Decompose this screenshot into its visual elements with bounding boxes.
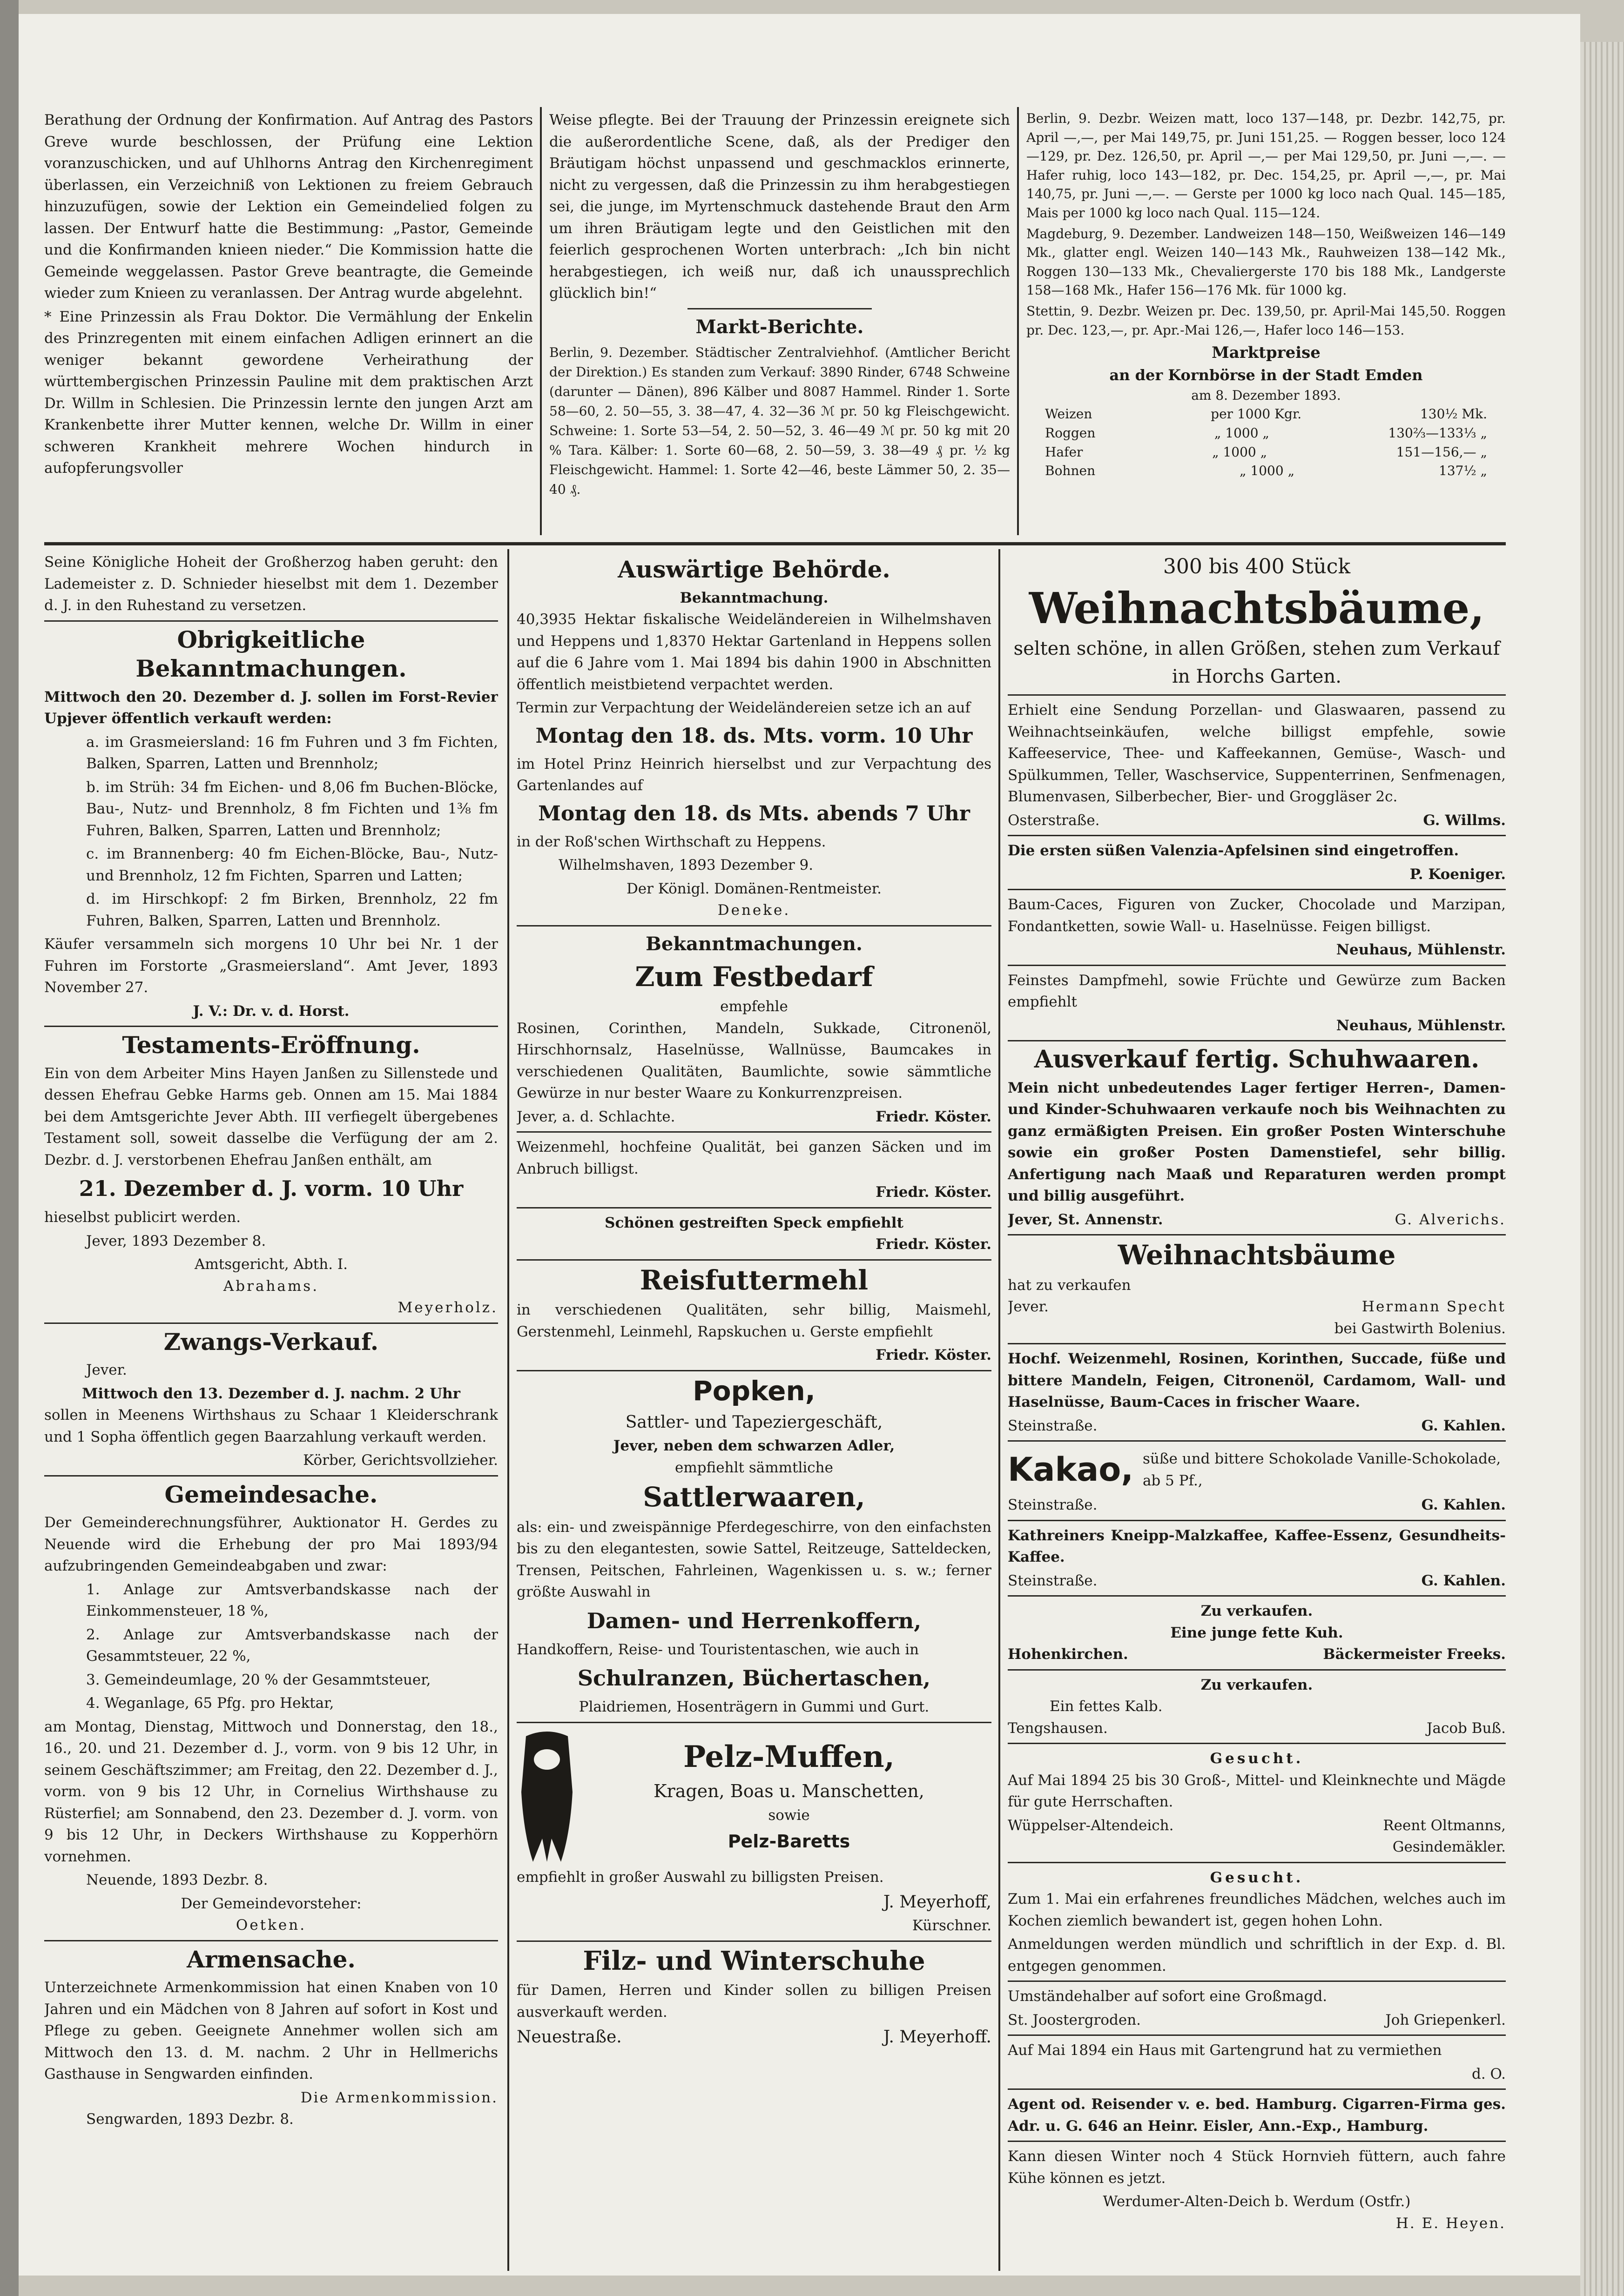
popken-title: Popken, <box>693 1375 815 1407</box>
divider <box>1008 694 1506 696</box>
zwang-date: Mittwoch den 13. Dezember d. J. nachm. 2 Uhr <box>82 1385 460 1402</box>
gemeinde-name: Oetken. <box>236 1917 307 1933</box>
column-rule <box>507 549 509 2271</box>
pelz-baretts: Pelz-Baretts <box>728 1831 850 1852</box>
speck-name: Friedr. Köster. <box>876 1236 991 1253</box>
obrig-item: c. im Brannenberg: 40 fm Eichen-Blöcke, Bau-, Nutz- und Brennholz, 12 fm Fichten, Sparren und Latten; <box>86 846 498 884</box>
kakao-footer: Steinstraße. G. Kahlen. <box>1008 1497 1506 1514</box>
popken-sub: Sattler- und Tapeziergeschäft, <box>625 1413 883 1432</box>
reisfutter-body: in verschiedenen Qualitäten, sehr billig, Maismehl, Gerstenmehl, Leinmehl, Rapskuchen u. Gerste empfiehlt <box>517 1302 991 1340</box>
festbedarf-title: Zum Festbedarf <box>635 960 873 993</box>
pelz-sub: Kragen, Boas u. Manschetten, <box>654 1781 924 1802</box>
filz-title: Filz- und Winterschuhe <box>583 1945 925 1976</box>
kuh-body: Eine junge fette Kuh. <box>1170 1624 1343 1641</box>
sattlerwaaren-body: als: ein- und zweispännige Pferdegeschirre, von den einfachsten bis zu den elegantesten, sowie Sattel, Reitzeuge, Satteldecken, Trensen, Peitschen, Fahrleinen, Wagenkissen u. s. w.; ferner größte Auswahl in <box>517 1518 991 1601</box>
markt-stettin: Stettin, 9. Dezbr. Weizen pr. Dec. 139,50, pr. April-Mai 145,50. Roggen pr. Dec. 123,—, pr. Apr.-Mai 126,—, Hafer loco 146—153. <box>1026 303 1506 338</box>
markt-berlin: Berlin, 9. Dezember. Städtischer Zentralviehhof. (Amtlicher Bericht der Direktion.) Es standen zum Verkauf: 3890 Rinder, 6748 Schweine (darunter — Dänen), 896 Kälber und 8087 Hammel. Rinder 1. Sorte 58—60, 2. 50—55, 3. 38—47, 4. 32—36 ℳ pr. 50 kg Fleischgewicht. Schweine: 1. Sorte 53—54, 2. 50—52, 3. 46—49 ℳ pr. 50 kg mit 20 % Tara. Kälber: 1. Sorte 60—68, 2. 50—59, 3. 38—49 ₰ pr. ½ kg Fleischgewicht. Hammel: 1. Sorte 42—46, beste Lämmer 50, 2. 35—40 ₰. <box>549 344 1010 497</box>
divider <box>1008 2141 1506 2142</box>
ausw-body2: Termin zur Verpachtung der Weideländereien setze ich an auf <box>517 699 970 716</box>
gemeinde-heading: Gemeindesache. <box>164 1480 378 1508</box>
ausw-place: Wilhelmshaven, 1893 Dezember 9. <box>559 857 814 873</box>
kathreiner-body: Kathreiners Kneipp-Malzkaffee, Kaffee-Essenz, Gesundheits-Kaffee. <box>1008 1527 1506 1566</box>
top-column-1 <box>44 109 533 514</box>
gesucht-2-body2: Anmeldungen werden mündlich und schriftlich in der Exp. d. Bl. entgegen genommen. <box>1008 1936 1506 1974</box>
divider <box>1008 1440 1506 1442</box>
sattlerwaaren-title: Sattlerwaaren, <box>643 1481 865 1513</box>
kalb-body: Ein fettes Kalb. <box>1050 1698 1163 1715</box>
testament-body2: hieselbst publicirt werden. <box>44 1209 241 1226</box>
middle-column <box>517 551 991 2269</box>
grossmagd-footer: St. Joostergroden. Joh Griepenkerl. <box>1008 2011 1506 2028</box>
kathreiner-footer: Steinstraße. G. Kahlen. <box>1008 1572 1506 1589</box>
zwang-signature: Körber, Gerichtsvollzieher. <box>303 1452 498 1469</box>
divider <box>44 1940 498 1941</box>
divider <box>517 925 991 926</box>
divider <box>517 1259 991 1261</box>
right-column <box>1008 551 1506 2269</box>
ausw-name: Deneke. <box>717 902 791 919</box>
divider <box>517 1940 991 1942</box>
hochf-body: Hochf. Weizenmehl, Rosinen, Korinthen, Succade, füße und bittere Mandeln, Feigen, Citronenöl, Cardamom, Wall- und Haselnüsse, Baum-Caces in frischer Waare. <box>1008 1350 1506 1411</box>
divider <box>44 1026 498 1027</box>
verkaufen-heading: Zu verkaufen. <box>1200 1603 1313 1620</box>
zwang-place: Jever. <box>86 1362 127 1378</box>
divider <box>687 308 872 309</box>
divider <box>1008 1743 1506 1744</box>
baumcaces-name: Neuhaus, Mühlenstr. <box>1336 941 1506 959</box>
haus-body: Auf Mai 1894 ein Haus mit Gartengrund hat zu vermiethen <box>1008 2042 1442 2059</box>
wb2-title: Weihnachtsbäume <box>1118 1239 1396 1271</box>
column-rule <box>540 107 542 535</box>
markt-berlin-getreide: Berlin, 9. Dezbr. Weizen matt, loco 137—148, pr. Dezbr. 142,75, pr. April —,—, per Mai 149,75, pr. Juni 151,25. — Roggen besser, loco 124—129, pr. Dez. 126,50, pr. April —,— per Mai 129,50, pr. Juni —,—. — Hafer ruhig, loco 143—182, pr. Dec. 154,25, pr. April —,—, pr. Mai 140,75, pr. Juni —,—. — Gerste per 1000 kg loco nach Qual. 145—185, Mais per 1000 kg loco nach Qual. 115—124. <box>1026 111 1506 221</box>
table-row: Bohnen „ 1000 „ 137½ „ <box>1045 463 1487 479</box>
markt-magdeburg: Magdeburg, 9. Dezember. Landweizen 148—150, Weißweizen 146—149 Mk., glatter engl. Weizen 140—143 Mk., Rauhweizen 138—142 Mk., Roggen 130—133 Mk., Chevaliergerste 170 bis 188 Mk., Landgerste 158—168 Mk., Hafer 156—176 Mk. für 1000 kg. <box>1026 226 1506 298</box>
kornboerse-date: am 8. Dezember 1893. <box>1191 387 1341 403</box>
kornboerse-table <box>1026 405 1506 480</box>
divider <box>1008 1343 1506 1344</box>
gemeinde-item: 3. Gemeindeumlage, 20 % der Gesammtsteuer, <box>86 1671 431 1688</box>
bekannt-heading: Bekanntmachungen. <box>646 933 863 955</box>
popken-address: Jever, neben dem schwarzen Adler, <box>613 1437 895 1455</box>
obrig-item: b. im Strüh: 34 fm Eichen- und 8,06 fm Buchen-Blöcke, Bau-, Nutz- und Brennholz, 8 fm Fichten und 1⅜ fm Fuhren, Balken, Sparren, Latten und Brennholz; <box>86 779 498 839</box>
divider <box>1008 2034 1506 2036</box>
divider <box>517 1722 991 1723</box>
schuh-footer: Jever, St. Annenstr. G. Alverichs. <box>1008 1211 1506 1228</box>
wb2-sub: hat zu verkaufen <box>1008 1276 1131 1294</box>
zwang-body: sollen in Meenens Wirthshaus zu Schaar 1 Kleiderschrank und 1 Sopha öffentlich gegen Baarzahlung verkauft werden. <box>44 1407 498 1445</box>
zwang-heading: Zwangs-Verkauf. <box>163 1328 379 1356</box>
ausw-mid: im Hotel Prinz Heinrich hierselbst und zur Verpachtung des Gartenlandes auf <box>517 755 991 794</box>
page-shadow-left <box>0 0 19 2296</box>
koffer-body: Handkoffern, Reise- und Touristentaschen, wie auch in <box>517 1641 919 1658</box>
filz-footer: Neuestraße. J. Meyerhoff. <box>517 2027 991 2047</box>
testament-body: Ein von dem Arbeiter Mins Hayen Janßen zu Sillenstede und dessen Ehefrau Gebke Harms geb. Onnen am 15. Mai 1884 bei dem Amtsgerichte Jever Abth. III verfiegelt übergebenes Testament soll, soweit dasselbe die Verfügung der am 2. Dezbr. d. J. verstorbenen Ehefrau Janßen enthält, am <box>44 1065 498 1168</box>
gemeinde-item: 2. Anlage zur Amtsverbandskasse nach der Gesammtsteuer, 22 %, <box>86 1626 498 1665</box>
testament-court: Amtsgericht, Abth. I. <box>194 1256 348 1273</box>
top-column-3 <box>1026 109 1506 519</box>
gesucht-1-footer: Wüppelser-Altendeich. Reent Oltmanns, <box>1008 1817 1506 1834</box>
porzellan-body: Erhielt eine Sendung Porzellan- und Glaswaaren, passend zu Weihnachtseinkäufen, welche billigst empfehle, sowie Kaffeeservice, Thee- und Kaffeekannen, Gemüse-, Wasch- und Spülkummen, Teller, Waschservice, Suppenterrinen, Senfmenagen, Blumenvasen, Silberbecher, Bier- und Groggläser 2c. <box>1008 702 1506 806</box>
weizenmehl-body: Weizenmehl, hochfeine Qualität, bei ganzen Säcken und im Anbruch billigst. <box>517 1139 991 1177</box>
top-article-prinzessin: * Eine Prinzessin als Frau Doktor. Die Vermählung der Enkelin des Prinzregenten mit einem einfachen Adligen erinnert an die weniger bekannt gewordene Verheirathung der württembergischen Prinzessin Pauline mit dem praktischen Arzt Dr. Willm in Schlesien. Die Prinzessin lernte den jungen Arzt am Krankenbette ihrer Mutter kennen, welche Dr. Willm in einer schweren Krankheit mehrere Wochen hindurch in aufopferungsvoller <box>44 308 533 477</box>
intro-notice: Seine Königliche Hoheit der Großherzog haben geruht: den Lademeister z. D. Schnieder hieselbst mit dem 1. Dezember d. J. in den Ruhestand zu versetzen. <box>44 554 498 614</box>
divider <box>1008 1520 1506 1521</box>
divider <box>44 1323 498 1324</box>
armen-heading: Armensache. <box>187 1945 356 1973</box>
pelz-sowie: sowie <box>768 1807 810 1824</box>
armen-body: Unterzeichnete Armenkommission hat einen Knaben von 10 Jahren und ein Mädchen von 8 Jahren auf sofort in Kost und Pflege zu geben. Geeignete Annehmer wollen sich am Mittwoch den 13. d. M. nachm. 2 Uhr in Hellmerichs Gasthause in Sengwarden einfinden. <box>44 1979 498 2082</box>
divider <box>1008 2088 1506 2090</box>
pelz-role: Kürschner. <box>912 1917 991 1934</box>
pelz-ad <box>517 1727 991 1866</box>
testament-name: Abrahams. <box>223 1277 319 1295</box>
table-row: Hafer „ 1000 „ 151—156,— „ <box>1045 444 1487 460</box>
dampfmehl-name: Neuhaus, Mühlenstr. <box>1336 1017 1506 1034</box>
divider <box>44 620 498 622</box>
baumcaces-body: Baum-Caces, Figuren von Zucker, Chocolade und Marzipan, Fondantketten, sowie Wall- u. Haselnüsse. Feigen billigst. <box>1008 896 1506 935</box>
ausw-body: 40,3935 Hektar fiskalische Weideländereien in Wilhelmshaven und Heppens und 1,8370 Hektar Gartenland in Heppens sollen auf die 6 Jahre vom 1. Mai 1894 bis dahin 1900 in Abschnitten öffentlich meistbietend verpachtet werden. <box>517 611 991 693</box>
kakao-body: süße und bittere Schokolade Vanille-Schokolade, ab 5 Pf., <box>1142 1450 1501 1489</box>
wb2-at: bei Gastwirth Bolenius. <box>1334 1320 1506 1337</box>
obrig-item: d. im Hirschkopf: 2 fm Birken, Brennholz, 22 fm Fuhren, Balken, Sparren, Latten und Brennholz. <box>86 891 498 929</box>
column-rule <box>998 549 1000 2271</box>
armen-place: Sengwarden, 1893 Dezbr. 8. <box>86 2111 294 2128</box>
fur-muff-illustration-icon <box>517 1727 577 1866</box>
testament-place: Jever, 1893 Dezember 8. <box>86 1232 266 1249</box>
haus-signature: d. O. <box>1471 2065 1506 2082</box>
pelz-title: Pelz-Muffen, <box>683 1739 895 1775</box>
divider <box>1008 889 1506 890</box>
divider <box>1008 965 1506 966</box>
porzellan-footer: Osterstraße. G. Willms. <box>1008 812 1506 829</box>
hochf-footer: Steinstraße. G. Kahlen. <box>1008 1417 1506 1434</box>
schuh-title: Ausverkauf fertig. Schuhwaaren. <box>1034 1045 1480 1074</box>
festbedarf-footer: Jever, a. d. Schlachte. Friedr. Köster. <box>517 1108 991 1125</box>
obrig-body: Mittwoch den 20. Dezember d. J. sollen im Forst-Revier Upjever öffentlich verkauft werden: <box>44 688 498 727</box>
divider <box>1008 1234 1506 1235</box>
obrig-heading: Obrigkeitliche Bekanntmachungen. <box>135 625 407 682</box>
column-rule <box>1017 107 1019 535</box>
pelz-ad-text <box>586 1737 991 1856</box>
wb-sub: selten schöne, in allen Größen, stehen zum Verkauf in Horchs Garten. <box>1013 638 1500 688</box>
apfelsinen-name: P. Koeniger. <box>1409 866 1506 883</box>
divider <box>1008 1980 1506 1982</box>
gesucht-1-body: Auf Mai 1894 25 bis 30 Groß-, Mittel- und Kleinknechte und Mägde für gute Herrschaften. <box>1008 1772 1506 1811</box>
armen-signature: Die Armenkommission. <box>300 2089 498 2106</box>
koffer-title: Damen- und Herrenkoffern, <box>586 1608 922 1633</box>
testament-name-2: Meyerholz. <box>398 1299 498 1316</box>
testament-heading: Testaments-Eröffnung. <box>122 1031 420 1059</box>
divider <box>44 1475 498 1477</box>
gesucht-1-role: Gesindemäkler. <box>1392 1839 1506 1856</box>
testament-date: 21. Dezember d. J. vorm. 10 Uhr <box>79 1176 464 1201</box>
section-rule <box>44 542 1506 545</box>
gemeinde-item: 4. Weganlage, 65 Pfg. pro Hektar, <box>86 1695 334 1712</box>
table-row: Weizen per 1000 Kgr. 130½ Mk. <box>1045 406 1487 422</box>
verkaufen-heading-2: Zu verkaufen. <box>1200 1676 1313 1693</box>
kornboerse-title: Marktpreise <box>1212 343 1321 363</box>
kakao-ad <box>1008 1445 1506 1494</box>
reisfutter-title: Reisfuttermehl <box>640 1264 869 1296</box>
popken-emp: empfiehlt sämmtliche <box>675 1459 833 1476</box>
gesucht-heading: Gesucht. <box>1210 1750 1304 1767</box>
wb-count: 300 bis 400 Stück <box>1163 555 1351 578</box>
top-article-trauung: Weise pflegte. Bei der Trauung der Prinzessin ereignete sich die außerordentliche Scene, daß, als der Prediger den Bräutigam höchst unpassend und geschmacklos erinnerte, nicht zu vergessen, daß die Prinzessin zu ihm herabgestiegen sei, die junge, im Myrtenschmuck dastehende Braut den Arm um ihren Bräutigam legte und den Geistlichen mit den feierlich gesprochenen Worten unterbrach: „Ich bin nicht herabgestiegen, ich weiß nur, daß ich unaussprechlich glücklich bin!“ <box>549 112 1010 302</box>
page-edge-right <box>1580 42 1624 2296</box>
agent-body: Agent od. Reisender v. e. bed. Hamburg. Cigarren-Firma ges. Adr. u. G. 646 an Heinr. Eisler, Ann.-Exp., Hamburg. <box>1008 2096 1506 2135</box>
pelz-name: J. Meyerhoff, <box>883 1893 991 1912</box>
wb2-footer: Jever. Hermann Specht <box>1008 1298 1506 1316</box>
hornvieh-name: H. E. Heyen. <box>1395 2215 1506 2232</box>
left-column <box>44 551 498 2269</box>
kakao-title: Kakao, <box>1008 1450 1133 1489</box>
obrig-signature: J. V.: Dr. v. d. Horst. <box>193 1002 350 1020</box>
hornvieh-body: Kann diesen Winter noch 4 Stück Hornvieh füttern, auch fahre Kühe können es jetzt. <box>1008 2148 1506 2187</box>
gemeinde-role: Der Gemeindevorsteher: <box>181 1895 362 1912</box>
divider <box>517 1207 991 1208</box>
kuh-footer: Hohenkirchen. Bäckermeister Freeks. <box>1008 1646 1506 1663</box>
gemeinde-body: Der Gemeinderechnungsführer, Auktionator H. Gerdes zu Neuende wird die Erhebung der pro Mai 1893/94 aufzubringenden Gemeindeabgaben und zwar: <box>44 1514 498 1574</box>
filz-body: für Damen, Herren und Kinder sollen zu billigen Preisen ausverkauft werden. <box>517 1982 991 2021</box>
gemeinde-place: Neuende, 1893 Dezbr. 8. <box>86 1872 268 1888</box>
grossmagd-body: Umständehalber auf sofort eine Großmagd. <box>1008 1988 1328 2005</box>
hornvieh-place: Werdumer-Alten-Deich b. Werdum (Ostfr.) <box>1103 2193 1411 2210</box>
obrig-item: a. im Grasmeiersland: 16 fm Fuhren und 3 fm Fichten, Balken, Sparren, Latten und Brennholz; <box>86 733 498 772</box>
divider <box>1008 1040 1506 1041</box>
divider <box>517 1131 991 1133</box>
ausw-role: Der Königl. Domänen-Rentmeister. <box>626 880 882 897</box>
divider <box>517 1370 991 1371</box>
divider <box>1008 1862 1506 1863</box>
divider <box>1008 1595 1506 1597</box>
gesucht-2-body: Zum 1. Mai ein erfahrenes freundliches Mädchen, welches auch im Kochen ziemlich bewandert ist, gegen hohen Lohn. <box>1008 1891 1506 1929</box>
ausw-date-1: Montag den 18. ds. Mts. vorm. 10 Uhr <box>535 724 973 748</box>
obrig-end: Käufer versammeln sich morgens 10 Uhr bei Nr. 1 der Fuhren im Forstorte „Grasmeiersland“. Amt Jever, 1893 November 27. <box>44 936 498 996</box>
dampfmehl-body: Feinstes Dampfmehl, sowie Früchte und Gewürze zum Backen empfiehlt <box>1008 972 1506 1011</box>
newspaper-page <box>19 14 1580 2276</box>
ausw-end: in der Roß'schen Wirthschaft zu Heppens. <box>517 833 826 850</box>
festbedarf-sub: empfehle <box>720 998 788 1015</box>
top-column-2 <box>549 109 1010 528</box>
schuh-body: Mein nicht unbedeutendes Lager fertiger Herren-, Damen- und Kinder-Schuhwaaren verkaufe noch bis Weihnachten zu ganz ermäßigten Preisen. Ein großer Posten Winterschuhe sowie ein großer Posten Damenstiefel, sehr billig. Anfertigung nach Maaß und Reparaturen werden prompt und billig ausgeführt. <box>1008 1079 1506 1205</box>
wb-title: Weihnachtsbäume, <box>1029 583 1485 633</box>
gemeinde-body2: am Montag, Dienstag, Mittwoch und Donnerstag, den 18., 16., 20. und 21. Dezember d. J., vorm. von 9 bis 12 Uhr, in seinem Geschäftszimmer; am Freitag, den 22. Dezember d. J., vorm. von 9 bis 12 Uhr, in Cornelius Wirthshause zu Rüsterfiel; am Sonnabend, den 23. Dezember d. J. vorm. von 9 bis 12 Uhr, in Deckers Wirthshause zu Kopperhörn vornehmen. <box>44 1718 498 1865</box>
ausw-heading: Auswärtige Behörde. <box>618 556 890 583</box>
apfelsinen-body: Die ersten süßen Valenzia-Apfelsinen sind eingetroffen. <box>1008 842 1459 859</box>
divider <box>1008 1669 1506 1671</box>
top-article-konfirmation: Berathung der Ordnung der Konfirmation. Auf Antrag des Pastors Greve wurde beschlossen, der Prüfung eine Lektion voranzuschicken, und auf Uhlhorns Antrag den Kirchenregiment überlassen, ein Verzeichniß von Lektionen zu freiem Gebrauch hinzuzufügen, sowie der Lektion ein Gemeindelied folgen zu lassen. Der Entwurf hatte die Bestimmung: „Pastor, Gemeinde und die Konfirmanden knieen nieder.“ Die Kommission hatte die Gemeinde weggelassen. Pastor Greve beantragte, die Gemeinde wieder zum Knieen zu veranlassen. Der Antrag wurde abgelehnt. <box>44 112 533 302</box>
pelz-body: empfiehlt in großer Auswahl zu billigsten Preisen. <box>517 1868 884 1886</box>
ausw-subheading: Bekanntmachung. <box>680 589 829 606</box>
ranzen-title: Schulranzen, Büchertaschen, <box>577 1665 931 1691</box>
ausw-date-2: Montag den 18. ds Mts. abends 7 Uhr <box>538 801 970 826</box>
markt-heading: Markt-Berichte. <box>695 316 864 338</box>
kalb-footer: Tengshausen. Jacob Buß. <box>1008 1719 1506 1737</box>
festbedarf-body: Rosinen, Corinthen, Mandeln, Sukkade, Citronenöl, Hirschhornsalz, Haselnüsse, Wallnüsse, Baumcakes in verschiedenen Qualitäten, Baumlichte, sowie sämmtliche Gewürze in nur bester Waare zu Konkurrenzpreisen. <box>517 1020 991 1102</box>
reisfutter-name: Friedr. Köster. <box>876 1347 991 1364</box>
table-row: Roggen „ 1000 „ 130⅔—133⅓ „ <box>1045 425 1487 441</box>
ranzen-body: Plaidriemen, Hosenträgern in Gummi und Gurt. <box>579 1699 930 1716</box>
speck-body: Schönen gestreiften Speck empfiehlt <box>605 1214 903 1231</box>
divider <box>1008 835 1506 836</box>
weizenmehl-name: Friedr. Köster. <box>876 1184 991 1201</box>
gesucht-heading-2: Gesucht. <box>1210 1869 1304 1886</box>
kornboerse-subtitle: an der Kornbörse in der Stadt Emden <box>1109 366 1423 384</box>
gemeinde-item: 1. Anlage zur Amtsverbandskasse nach der Einkommensteuer, 18 %, <box>86 1581 498 1619</box>
